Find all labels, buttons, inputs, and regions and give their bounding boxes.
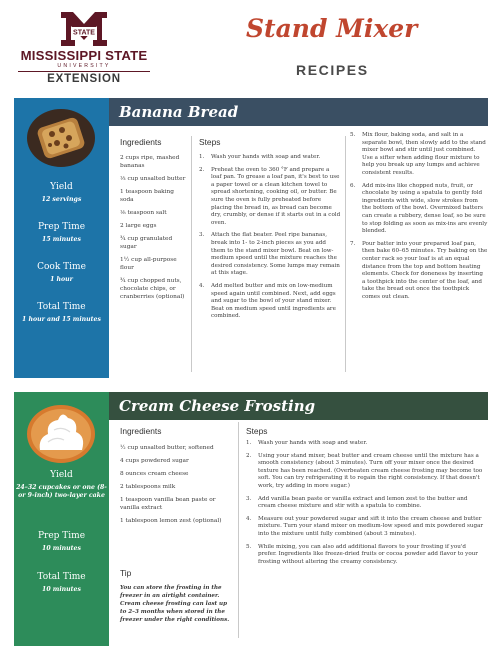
step-text: Wash your hands with soap and water. <box>258 440 368 446</box>
step-item <box>199 167 341 228</box>
banana-ingredients-heading: Ingredients <box>120 137 162 147</box>
ingredient-item: 1 teaspoon vanilla bean paste or vanilla extract <box>120 497 216 511</box>
step-item <box>246 440 486 448</box>
brand-university: UNIVERSITY <box>57 63 111 69</box>
brand-extension: EXTENSION <box>18 71 150 85</box>
step-item <box>350 183 488 236</box>
frosting-yield-value: 24–32 cupcakes or one (8- or 9-inch) two-layer cake <box>16 484 107 499</box>
step-number: 6. <box>350 182 356 189</box>
banana-steps-heading: Steps <box>199 137 221 147</box>
step-item <box>350 132 488 178</box>
frosting-steps-heading: Steps <box>246 426 268 436</box>
step-item <box>246 453 486 491</box>
frosting-tip-text: You can store the frosting in the freezer in an airtight container. Cream cheese frosting can last up to 2–3 months when stored in the freezer under the right conditions. <box>120 585 230 623</box>
step-number: 7. <box>350 240 356 247</box>
step-item <box>246 544 486 567</box>
step-text: Add melted butter and mix on low-medium speed again until combined. Next, add eggs and sugar to the bowl of your stand mixer. Beat on medium speed until ingredients are combined. <box>211 282 336 320</box>
banana-prep-label: Prep Time <box>37 222 86 232</box>
frosting-prep-label: Prep Time <box>37 531 86 541</box>
step-text: While mixing, you can also add additional flavors to your frosting if you'd prefer. Ingredients like freeze-dried fruits or cocoa powder add flavor to your frosting without altering the creamy consistency. <box>258 543 478 565</box>
ingredient-item: 1 teaspoon baking soda <box>120 189 174 203</box>
frosting-steps-list <box>246 440 486 571</box>
msu-extension-logo <box>18 12 150 96</box>
step-item <box>246 516 486 539</box>
step-item <box>350 241 488 302</box>
banana-cook-label: Cook Time <box>37 262 86 272</box>
brand-name: MISSISSIPPI STATE <box>20 48 148 63</box>
frosting-total-value: 10 minutes <box>42 586 81 593</box>
ingredient-item: 8 ounces cream cheese <box>120 471 189 477</box>
frosting-column-divider <box>238 422 239 638</box>
step-item <box>246 496 486 511</box>
banana-yield-label: Yield <box>50 182 73 192</box>
frosting-photo <box>26 404 96 464</box>
ingredient-item: 2 cups ripe, mashed bananas <box>120 155 180 169</box>
banana-cook-value: 1 hour <box>50 276 73 283</box>
frosting-ingredients-list <box>120 444 230 530</box>
frosting-total-label: Total Time <box>37 572 86 582</box>
frosting-prep-value: 10 minutes <box>42 545 81 552</box>
step-item <box>199 232 341 278</box>
ingredient-item: 2 large eggs <box>120 223 157 229</box>
step-item <box>199 154 341 162</box>
step-number: 5. <box>350 132 356 138</box>
step-text: Pour batter into your prepared loaf pan, then bake 60–65 minutes. Try baking on the center rack so your loaf is at an equal distance from the top and bottom heating elements. Check for doneness by inserting a toothpick into the center of the loaf, and take the bread out once the toothpick comes out clean. <box>362 240 488 300</box>
step-number: 3. <box>199 232 205 239</box>
step-text: Wash your hands with soap and water. <box>211 154 321 160</box>
banana-steps-divider <box>345 136 346 372</box>
step-item <box>199 283 341 321</box>
step-text: Measure out your powdered sugar and sift it into the cream cheese and butter mixture. Turn your stand mixer on medium-low speed and mix powdered sugar into the mixture until fully combined (about 3 minutes). <box>258 515 484 537</box>
ingredient-item: 1½ cup all-purpose flour <box>120 257 177 271</box>
banana-bread-photo <box>26 108 96 168</box>
banana-steps-list-2 <box>350 132 488 306</box>
banana-ingredients-list <box>120 154 186 306</box>
step-text: Add vanilla bean paste or vanilla extract and lemon zest to the butter and cream cheese mixture and stir with a spatula to combine. <box>258 495 468 510</box>
step-number: 4. <box>199 282 205 289</box>
ingredient-item: ⅛ teaspoon salt <box>120 210 167 216</box>
ingredient-item: ¾ cup chopped nuts, chocolate chips, or cranberries (optional) <box>120 278 185 300</box>
frosting-yield-label: Yield <box>50 470 73 480</box>
msu-logo-mark-icon <box>59 12 109 46</box>
step-text: Preheat the oven to 360 °F and prepare a loaf pan. To grease a loaf pan, it's best to use a paper towel or a clean kitchen towel to spread shortening, cooking oil, or butter. Be sure the oven is fully preheated before placing the bread in, as bread can become dry, crumbly, or dense if it starts out in a cold oven. <box>211 166 341 226</box>
step-text: Mix flour, baking soda, and salt in a separate bowl, then slowly add to the stand mixer bowl and stir until just combined. Use a sifter when adding flour mixture to help you break up any lumps and achieve consistent results. <box>362 132 486 176</box>
step-text: Add mix-ins like chopped nuts, fruit, or chocolate by using a spatula to gently fold ingredients with wide, slow strokes from the bottom of the bowl. Overmixed batters can create a rubbery, dense loaf, so be sure to stop folding as soon as mix-ins are evenly blended. <box>362 182 488 235</box>
frosting-ingredients-heading: Ingredients <box>120 426 162 436</box>
step-number: 4. <box>246 515 252 522</box>
ingredient-item: ⅓ cup unsalted butter <box>120 176 186 182</box>
frosting-tip-heading: Tip <box>120 568 132 578</box>
ingredient-item: 4 cups powdered sugar <box>120 458 189 464</box>
logo-state-text: STATE <box>73 29 95 37</box>
page-title: Stand Mixer <box>246 14 418 43</box>
banana-title: Banana Bread <box>109 98 488 126</box>
step-number: 5. <box>246 543 252 550</box>
banana-total-label: Total Time <box>37 302 86 312</box>
banana-yield-value: 12 servings <box>41 196 82 203</box>
step-number: 2. <box>246 452 252 459</box>
step-number: 1. <box>199 154 205 160</box>
step-number: 3. <box>246 495 252 502</box>
page-subtitle: RECIPES <box>296 62 369 78</box>
banana-prep-value: 15 minutes <box>42 236 81 243</box>
ingredient-item: 1 tablespoon lemon zest (optional) <box>120 518 222 524</box>
step-number: 1. <box>246 440 252 446</box>
step-text: Attach the flat beater. Peel ripe bananas, break into 1- to 2-inch pieces as you add them to the stand mixer bowl. Beat on low-medium speed until the mixture reaches the desired consistency. Some lumps may remain at this stage. <box>211 232 340 277</box>
ingredient-item: 2 tablespoons milk <box>120 484 176 490</box>
step-text: Using your stand mixer, beat butter and cream cheese until the mixture has a smooth consistency (about 3 minutes). Turn off your mixer once the desired texture has been reached. (Overbeaten cream cheese frosting may become too soft. You can try refrigerating it to regain the right consistency. If that doesn't work, try adding in more sugar.) <box>258 452 483 489</box>
banana-column-divider <box>191 136 192 372</box>
ingredient-item: ½ cup unsalted butter, softened <box>120 445 214 451</box>
frosting-title: Cream Cheese Frosting <box>109 392 488 420</box>
banana-steps-list-1 <box>199 154 341 326</box>
ingredient-item: ¾ cup granulated sugar <box>120 236 173 250</box>
banana-total-value: 1 hour and 15 minutes <box>22 316 101 323</box>
step-number: 2. <box>199 166 205 173</box>
